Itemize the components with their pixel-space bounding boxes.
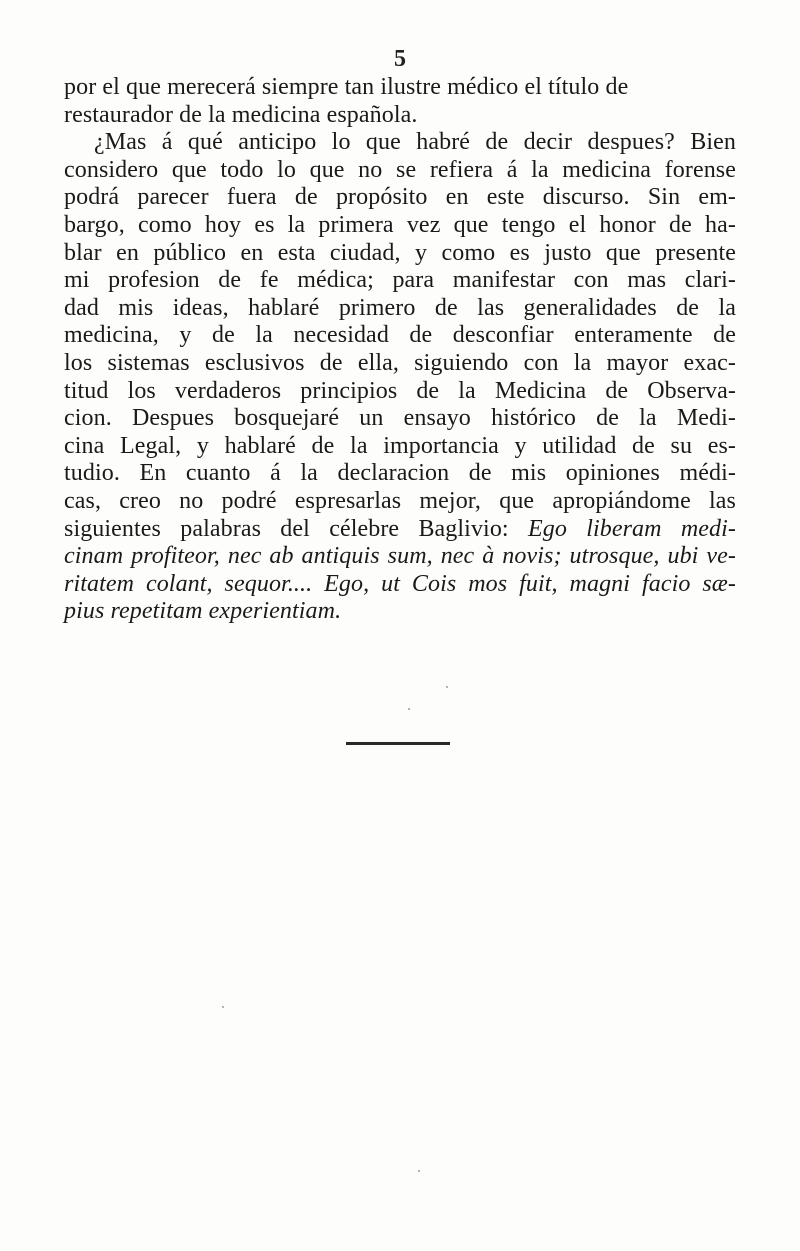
text-line: medicina, y de la necesidad de desconfiar enteramente de — [64, 322, 736, 349]
paragraph-start: ¿Mas á qué anticipo lo que habré de decir despues? Bien — [94, 129, 736, 156]
text-line: tudio. En cuanto á la declaracion de mis opiniones médi- — [64, 460, 736, 487]
text-line: los sistemas esclusivos de ella, siguiendo con la mayor exac- — [64, 349, 736, 376]
latin-quote-line — [64, 543, 736, 571]
latin-quote: ritatem colant, sequor.... Ego, ut Cois mos fuit, magni facio sæ- — [64, 570, 736, 597]
text-line: mi profesion de fe médica; para manifestar con mas clari- — [64, 267, 736, 294]
latin-quote: cinam profiteor, nec ab antiquis sum, nec à novis; utrosque, ubi ve- — [64, 543, 736, 570]
section-rule — [346, 742, 450, 745]
paper-speck — [418, 1170, 420, 1172]
text-line: bargo, como hoy es la primera vez que tengo el honor de ha- — [64, 211, 736, 238]
text-line: blar en público en esta ciudad, y como es justo que presente — [64, 239, 736, 266]
page-number: 5 — [394, 46, 406, 72]
text-line: cion. Despues bosquejaré un ensayo histórico de la Medi- — [64, 405, 736, 432]
latin-quote: Ego liberam medi- — [527, 515, 736, 542]
text-line: titud los verdaderos principios de la Medicina de Observa- — [64, 377, 736, 404]
latin-quote: pius repetitam experientiam. — [64, 598, 342, 625]
text-line: restaurador de la medicina española. — [64, 101, 418, 128]
paper-speck — [446, 686, 448, 688]
text-line: por el que merecerá siempre tan ilustre médico el título de — [64, 74, 629, 100]
text-line: podrá parecer fuera de propósito en este discurso. Sin em- — [64, 184, 736, 211]
text-line: dad mis ideas, hablaré primero de las generalidades de la — [64, 294, 736, 321]
paper-speck — [408, 708, 410, 710]
text-segment: siguientes palabras del célebre Baglivio: — [64, 515, 509, 542]
text-line: cina Legal, y hablaré de la importancia y utilidad de su es- — [64, 432, 736, 459]
latin-quote-line — [64, 571, 736, 599]
mixed-line — [64, 516, 736, 544]
paper-speck — [222, 1006, 224, 1008]
text-line: considero que todo lo que no se refiera á la medicina forense — [64, 156, 736, 183]
text-line: cas, creo no podré espresarlas mejor, que apropiándome las — [64, 487, 736, 514]
body-text — [64, 74, 736, 626]
latin-quote-line — [64, 598, 736, 626]
